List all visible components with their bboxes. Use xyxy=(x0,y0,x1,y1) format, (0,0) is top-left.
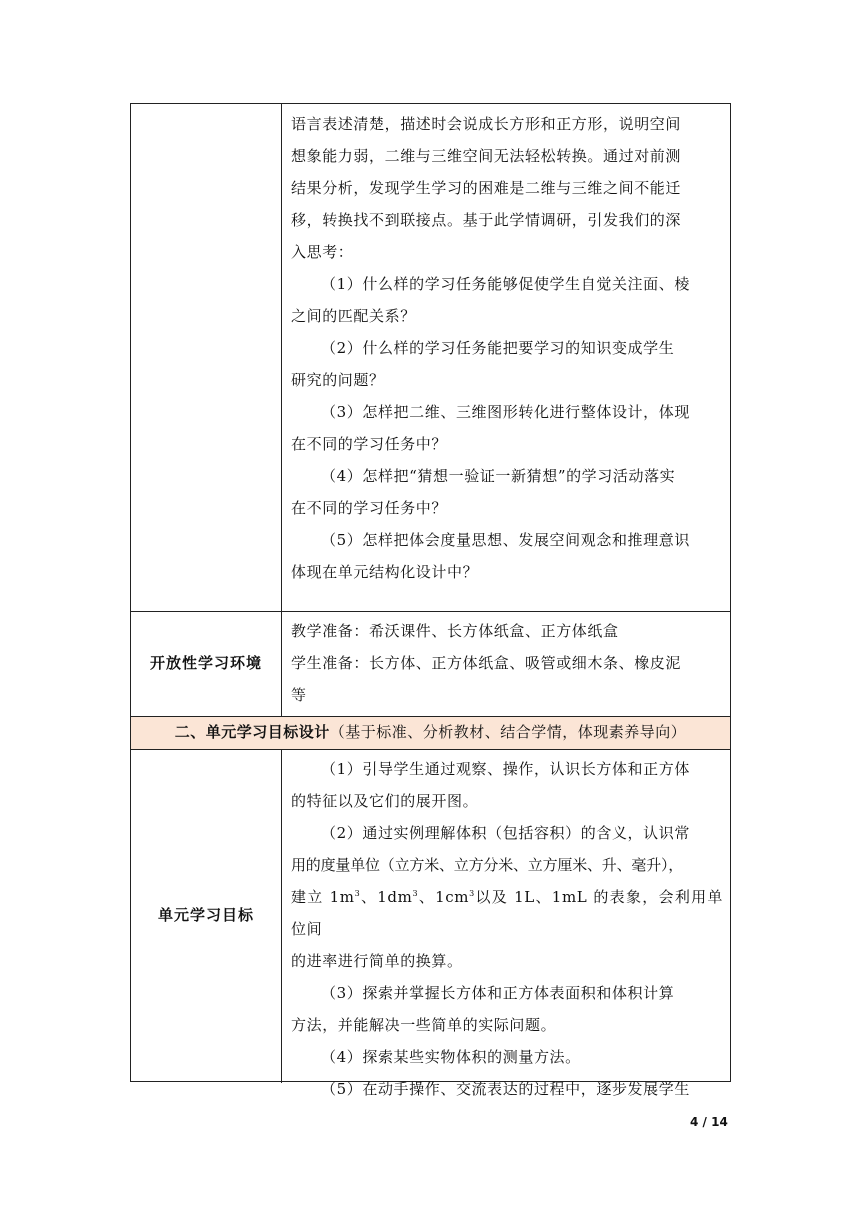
unit-rest: 以及 1L、1mL 的表象，会利用单位间 xyxy=(291,888,723,938)
question-3-line-2: 在不同的学习任务中？ xyxy=(291,435,448,453)
question-3-line-1: （3）怎样把二维、三维图形转化进行整体设计，体现 xyxy=(321,403,690,421)
goal-5-line-1: （5）在动手操作、交流表达的过程中，逐步发展学生 xyxy=(321,1080,690,1098)
goal-2-line-1: （2）通过实例理解体积（包括容积）的含义，认识常 xyxy=(321,824,690,842)
goal-1-line-2: 的特征以及它们的展开图。 xyxy=(291,792,479,810)
environment-cell xyxy=(291,615,723,711)
column-divider-top xyxy=(281,104,282,611)
superscript: 3 xyxy=(469,889,475,898)
column-divider-goals xyxy=(281,749,282,1083)
analysis-cell xyxy=(291,108,723,588)
superscript: 3 xyxy=(412,889,419,898)
question-5-line-2: 体现在单元结构化设计中？ xyxy=(291,563,479,581)
student-prep-line-1: 学生准备：长方体、正方体纸盒、吸管或细木条、橡皮泥 xyxy=(291,654,682,672)
question-1-line-1: （1）什么样的学习任务能够促使学生自觉关注面、棱 xyxy=(321,275,690,293)
analysis-line: 想象能力弱，二维与三维空间无法轻松转换。通过对前测 xyxy=(291,147,682,165)
section-heading-title: 二、单元学习目标设计 xyxy=(174,723,330,741)
row-divider-1 xyxy=(131,611,730,612)
unit-cm: 、1cm xyxy=(418,888,470,906)
goal-3-line-2: 方法，并能解决一些简单的实际问题。 xyxy=(291,1016,557,1034)
question-1-line-2: 之间的匹配关系？ xyxy=(291,307,416,325)
question-4-line-2: 在不同的学习任务中？ xyxy=(291,499,448,517)
analysis-line: 结果分析，发现学生学习的困难是二维与三维之间不能迁 xyxy=(291,179,682,197)
section-heading xyxy=(131,716,730,749)
superscript: 3 xyxy=(354,889,361,898)
question-5-line-1: （5）怎样把体会度量思想、发展空间观念和推理意识 xyxy=(321,531,690,549)
goal-1-line-1: （1）引导学生通过观察、操作，认识长方体和正方体 xyxy=(321,760,690,778)
teacher-prep: 教学准备：希沃课件、长方体纸盒、正方体纸盒 xyxy=(291,622,619,640)
column-divider-env xyxy=(281,611,282,716)
section-heading-note: （基于标准、分析教材、结合学情，体现素养导向） xyxy=(329,723,687,741)
goal-4: （4）探索某些实物体积的测量方法。 xyxy=(321,1048,581,1066)
analysis-line: 入思考： xyxy=(291,243,354,261)
student-prep-line-2: 等 xyxy=(291,686,307,704)
goal-2-line-3 xyxy=(291,881,723,945)
analysis-line: 移，转换找不到联接点。基于此学情调研，引发我们的深 xyxy=(291,211,682,229)
goals-cell xyxy=(291,753,723,1105)
goal-3-line-1: （3）探索并掌握长方体和正方体表面积和体积计算 xyxy=(321,984,675,1002)
page-number: 4 / 14 xyxy=(690,1115,728,1129)
goal-2-line-2: 用的度量单位（立方米、立方分米、立方厘米、升、毫升）， xyxy=(291,856,684,874)
question-2-line-1: （2）什么样的学习任务能把要学习的知识变成学生 xyxy=(321,339,675,357)
question-4-line-1: （4）怎样把“猜想一验证一新猜想”的学习活动落实 xyxy=(321,467,676,485)
goals-label: 单元学习目标 xyxy=(157,906,254,924)
goal-2-line-4: 的进率进行简单的换算。 xyxy=(291,952,463,970)
unit-dm: 、1dm xyxy=(360,888,413,906)
analysis-line: 语言表述清楚，描述时会说成长方形和正方形，说明空间 xyxy=(291,115,682,133)
row-divider-3 xyxy=(131,749,730,750)
document-table xyxy=(130,103,731,1098)
environment-label: 开放性学习环境 xyxy=(149,654,262,672)
unit-m: 建立 1m xyxy=(291,888,355,906)
question-2-line-2: 研究的问题？ xyxy=(291,371,385,389)
